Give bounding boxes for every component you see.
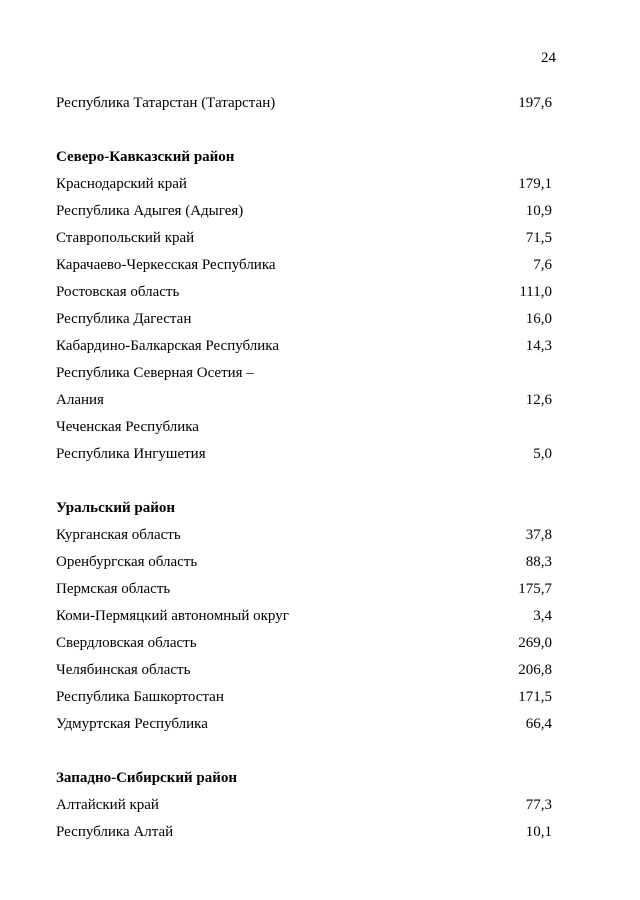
region-name: Республика Татарстан (Татарстан) bbox=[56, 95, 276, 111]
table-row bbox=[56, 657, 552, 684]
region-name: Республика Адыгея (Адыгея) bbox=[56, 203, 244, 219]
region-value: 14,3 bbox=[525, 338, 552, 354]
region-value: 71,5 bbox=[525, 230, 552, 246]
region-name: Кабардино-Балкарская Республика bbox=[56, 338, 280, 354]
region-value: 3,4 bbox=[533, 608, 552, 624]
region-value: 206,8 bbox=[518, 662, 552, 678]
region-name: Свердловская область bbox=[56, 635, 197, 651]
table-row bbox=[56, 333, 552, 360]
region-value: 66,4 bbox=[525, 716, 552, 732]
region-name: Чеченская Республика bbox=[56, 419, 199, 435]
document-body bbox=[56, 90, 552, 846]
region-section bbox=[56, 765, 552, 846]
region-name: Алтайский край bbox=[56, 797, 159, 813]
table-row bbox=[56, 792, 552, 819]
region-name: Республика Дагестан bbox=[56, 311, 192, 327]
section-heading: Западно-Сибирский район bbox=[56, 770, 238, 786]
region-value: 179,1 bbox=[518, 176, 552, 192]
region-value: 197,6 bbox=[518, 95, 552, 111]
table-row bbox=[56, 522, 552, 549]
table-row bbox=[56, 441, 552, 468]
table-row bbox=[56, 711, 552, 738]
table-row bbox=[56, 576, 552, 603]
region-name: Коми-Пермяцкий автономный округ bbox=[56, 608, 289, 624]
table-row bbox=[56, 225, 552, 252]
table-row bbox=[56, 90, 552, 117]
region-value: 111,0 bbox=[519, 284, 552, 300]
region-name: Республика Северная Осетия – bbox=[56, 365, 254, 381]
table-row bbox=[56, 684, 552, 711]
region-name: Алания bbox=[56, 392, 104, 408]
region-name: Удмуртская Республика bbox=[56, 716, 208, 732]
region-section bbox=[56, 495, 552, 738]
table-row bbox=[56, 279, 552, 306]
region-section bbox=[56, 144, 552, 468]
table-row bbox=[56, 306, 552, 333]
table-row bbox=[56, 414, 552, 441]
region-value: 5,0 bbox=[533, 446, 552, 462]
sections bbox=[56, 144, 552, 846]
region-name: Краснодарский край bbox=[56, 176, 187, 192]
region-name: Республика Алтай bbox=[56, 824, 174, 840]
table-row bbox=[56, 630, 552, 657]
region-name: Карачаево-Черкесская Республика bbox=[56, 257, 276, 273]
region-name: Курганская область bbox=[56, 527, 181, 543]
region-value: 7,6 bbox=[533, 257, 552, 273]
region-value: 37,8 bbox=[525, 527, 552, 543]
table-row bbox=[56, 198, 552, 225]
region-name: Ставропольский край bbox=[56, 230, 195, 246]
section-heading: Северо-Кавказский район bbox=[56, 149, 235, 165]
region-name: Пермская область bbox=[56, 581, 171, 597]
region-value: 77,3 bbox=[525, 797, 552, 813]
region-value: 269,0 bbox=[518, 635, 552, 651]
region-name: Республика Ингушетия bbox=[56, 446, 206, 462]
table-row bbox=[56, 171, 552, 198]
region-value: 16,0 bbox=[525, 311, 552, 327]
table-row bbox=[56, 603, 552, 630]
region-name: Ростовская область bbox=[56, 284, 180, 300]
region-value: 171,5 bbox=[518, 689, 552, 705]
region-name: Оренбургская область bbox=[56, 554, 198, 570]
region-value: 10,9 bbox=[525, 203, 552, 219]
region-value: 88,3 bbox=[525, 554, 552, 570]
section-heading: Уральский район bbox=[56, 500, 176, 516]
table-row bbox=[56, 819, 552, 846]
intro-rows bbox=[56, 90, 552, 117]
region-name: Республика Башкортостан bbox=[56, 689, 224, 705]
region-value: 10,1 bbox=[525, 824, 552, 840]
table-row bbox=[56, 387, 552, 414]
table-row bbox=[56, 252, 552, 279]
region-name: Челябинская область bbox=[56, 662, 191, 678]
region-value: 175,7 bbox=[518, 581, 552, 597]
table-row bbox=[56, 549, 552, 576]
table-row bbox=[56, 360, 552, 387]
page-number: 24 bbox=[541, 50, 556, 66]
region-value: 12,6 bbox=[525, 392, 552, 408]
